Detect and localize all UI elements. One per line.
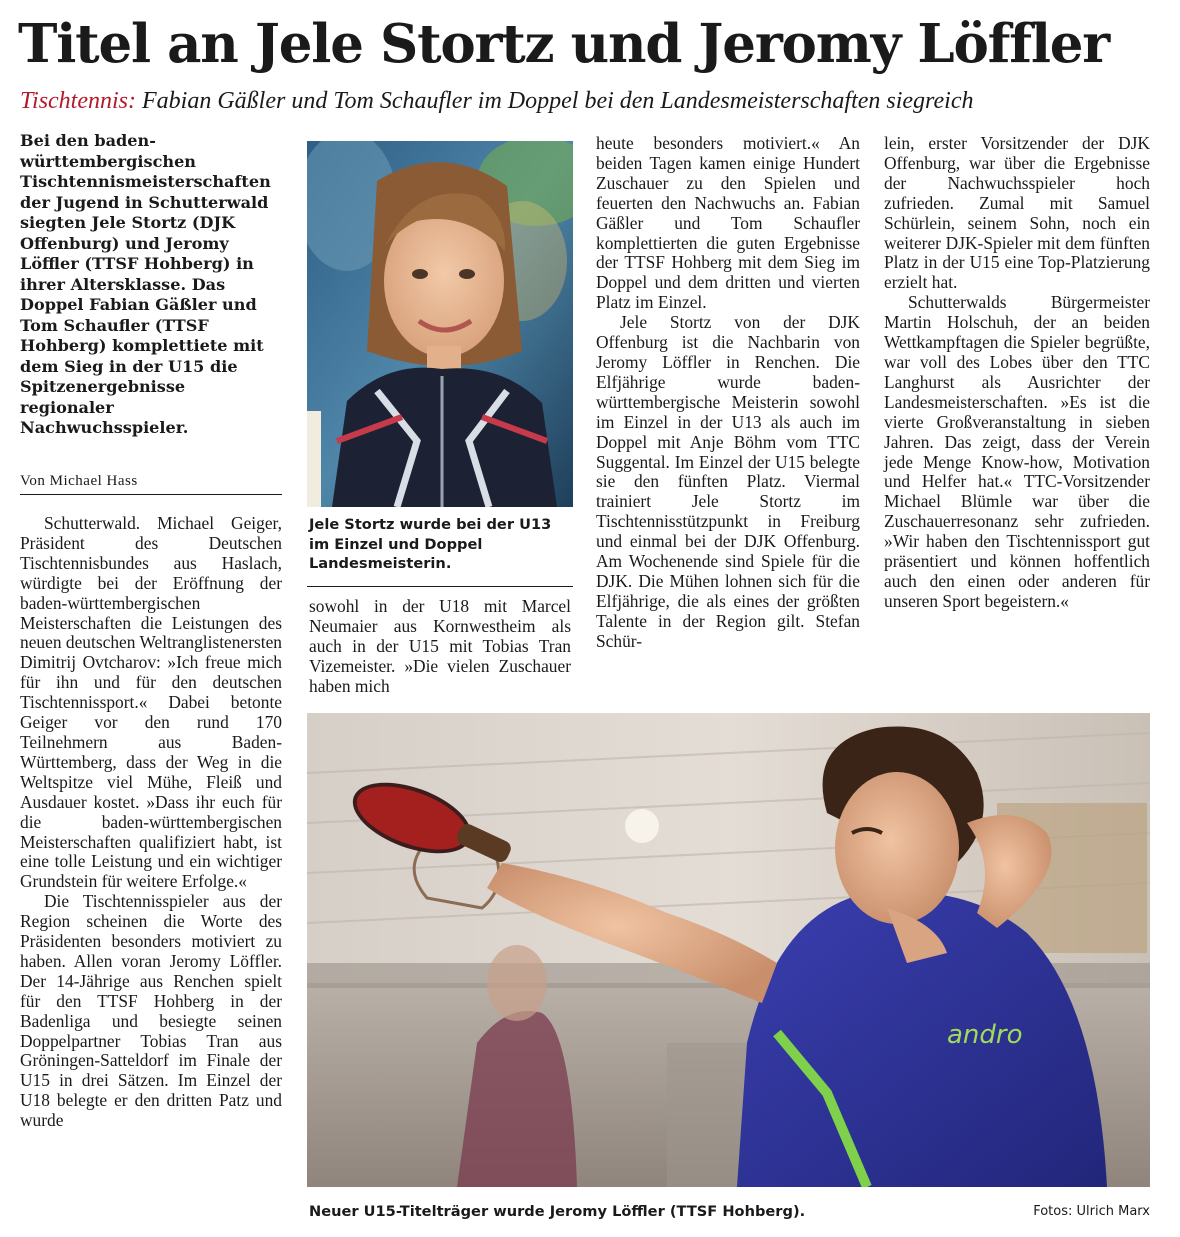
body-paragraph: Die Tischtennisspieler aus der Region scheinen die Worte des Präsidenten besonders motiviert zu haben. Allen voran Jeromy Löffler. Der 14-Jährige aus Renchen spielt für den TTSF Hohberg in der Badenliga und besiegte seinen Doppelpartner Tobias Tran aus Gröningen-Satteldorf im Finale der U15 in drei Sätzen. Im Einzel der U18 belegte er den dritten Patz und wurde bbox=[20, 891, 282, 1131]
body-paragraph: Jele Stortz von der DJK Offenburg ist die Nachbarin von Jeromy Löffler in Renchen. Die Elfjährige wurde baden-württembergische Meisterin sowohl im Einzel in der U13 als auch im Doppel mit Anje Böhm vom TTC Suggental. Im Einzel der U15 belegte sie den fünften Platz. Viermal trainiert Jele Stortz im Tischtennisstützpunkt in Freiburg und einmal bei der DJK Offenburg. Am Wochenende sind Spiele für die DJK. Die Mühen lohnen sich für die Elfjährige, die als eines der größten Talente in der Region gilt. Stefan Schür- bbox=[596, 312, 860, 651]
photo-caption-jeromy: Neuer U15-Titelträger wurde Jeromy Löffler (TTSF Hohberg). bbox=[309, 1203, 806, 1220]
photo-jeromy-loeffler bbox=[307, 713, 1150, 1187]
body-paragraph: Schutterwalds Bürgermeister Martin Holschuh, der an beiden Wettkampftagen die Spieler begrüßte, war voll des Lobes über den TTC Langhurst als Ausrichter der Landesmeisterschaften. »Es ist die vierte Großveranstaltung in sieben Jahren. Das zeigt, dass der Verein jede Menge Know-how, Motivation und Helfer hat.« TTC-Vorsitzender Michael Blümle war über die Zuschauerresonanz sehr zufrieden. »Wir haben den Tischtennissport gut präsentiert und können hoffentlich auch den einen oder anderen für unseren Sport begeistern.« bbox=[884, 292, 1150, 611]
column-2 bbox=[309, 597, 571, 697]
subheadline-kicker: Tischtennis: bbox=[20, 88, 137, 114]
lead-paragraph: Bei den baden-württembergischen Tischtennismeisterschaften der Jugend in Schutterwald siegten Jele Stortz (DJK Offenburg) und Jeromy Löffler (TTSF Hohberg) in ihrer Altersklasse. Das Doppel Fabian Gäßler und Tom Schaufler (TTSF Hohberg) komplettiete mit dem Sieg in der U15 die Spitzenergebnisse regionaler Nachwuchsspieler. bbox=[20, 131, 271, 437]
body-paragraph: lein, erster Vorsitzender der DJK Offenburg, war über die Ergebnisse der Nachwuchsspieler hoch zufrieden. Zumal mit Samuel Schürlein, seinem Sohn, noch ein weiterer DJK-Spieler mit dem fünften Platz in der U15 eine Top-Platzierung erzielt hat. bbox=[884, 133, 1150, 293]
player-illustration bbox=[307, 713, 1150, 1187]
photo-jele-stortz bbox=[307, 141, 573, 507]
caption-divider bbox=[307, 586, 573, 587]
subheadline bbox=[20, 86, 1170, 116]
body-paragraph: heute besonders motiviert.« An beiden Tagen kamen einige Hundert Zuschauer zu den Spielen und feuerten den Nachwuchs an. Fabian Gäßler und Tom Schaufler komplettierten die guten Ergebnisse der TTSF Hohberg mit dem Sieg im Doppel und dem dritten und vierten Platz im Einzel. bbox=[596, 133, 860, 313]
photo-caption-jele: Jele Stortz wurde bei der U13 im Einzel und Doppel Landesmeisterin. bbox=[309, 516, 552, 572]
body-paragraph: sowohl in der U18 mit Marcel Neumaier aus Kornwestheim als auch in der U15 mit Tobias Tran Vizemeister. »Die vielen Zuschauer haben mich bbox=[309, 596, 571, 696]
column-4 bbox=[884, 134, 1150, 612]
byline: Von Michael Hass bbox=[20, 473, 282, 495]
photo-credit: Fotos: Ulrich Marx bbox=[1033, 1204, 1150, 1219]
subheadline-text: Fabian Gäßler und Tom Schaufler im Doppel bei den Landesmeisterschaften siegreich bbox=[142, 88, 974, 114]
headline: Titel an Jele Stortz und Jeromy Löffler bbox=[18, 13, 1110, 75]
column-1 bbox=[20, 514, 282, 1131]
column-3 bbox=[596, 134, 860, 652]
portrait-illustration bbox=[307, 141, 573, 507]
svg-text:andro: andro bbox=[947, 1020, 1023, 1050]
body-paragraph: Schutterwald. Michael Geiger, Präsident des Deutschen Tischtennisbundes aus Haslach, würdigte bei der Eröffnung der baden-württembergischen Meisterschaften die Leistungen des neuen deutschen Weltranglistenersten Dimitrij Ovtcharov: »Ich freue mich für ihn und für den deutschen Tischtennissport.« Dabei betonte Geiger vor den rund 170 Teilnehmern aus Baden-Württemberg, dass der Weg in die Weltspitze viel Mühe, Fleiß und Ausdauer kostet. »Dass ihr euch für die baden-württembergischen Meisterschaften qualifiziert habt, ist eine tolle Leistung und ein wichtiger Grundstein für weitere Erfolge.« bbox=[20, 513, 282, 892]
